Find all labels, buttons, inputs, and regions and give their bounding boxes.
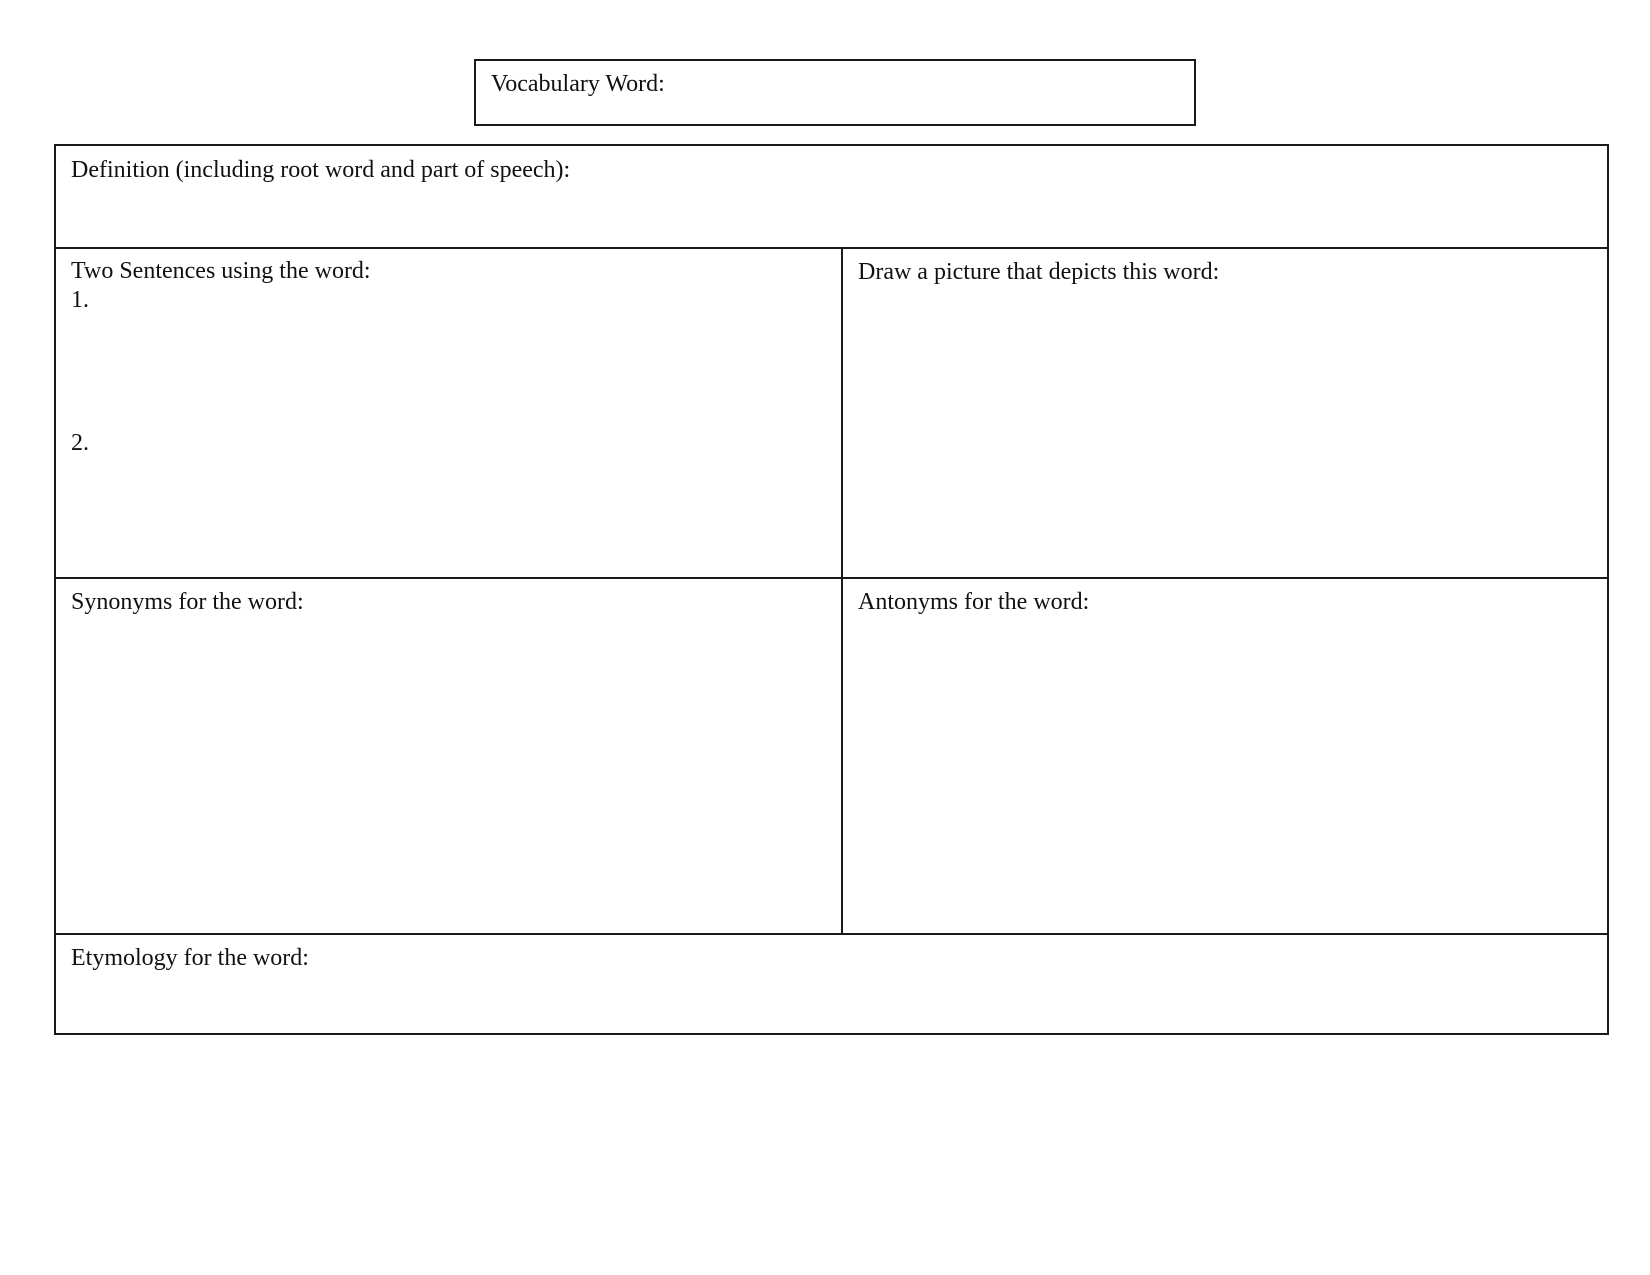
synonyms-cell[interactable] bbox=[56, 579, 841, 933]
worksheet-grid bbox=[54, 144, 1609, 1035]
sentences-cell[interactable] bbox=[56, 249, 841, 577]
definition-label: Definition (including root word and part of speech): bbox=[71, 157, 571, 183]
antonyms-cell[interactable] bbox=[843, 579, 1607, 933]
definition-cell[interactable] bbox=[56, 146, 1607, 247]
etymology-label: Etymology for the word: bbox=[71, 945, 309, 971]
sentence-number-1: 1. bbox=[71, 287, 89, 313]
picture-cell[interactable] bbox=[843, 249, 1607, 577]
vocabulary-word-box[interactable] bbox=[474, 59, 1196, 126]
etymology-cell[interactable] bbox=[56, 935, 1607, 1033]
vocabulary-word-label: Vocabulary Word: bbox=[491, 71, 665, 97]
sentence-number-2: 2. bbox=[71, 430, 89, 456]
synonyms-label: Synonyms for the word: bbox=[71, 589, 304, 615]
picture-label: Draw a picture that depicts this word: bbox=[858, 259, 1220, 285]
sentences-label: Two Sentences using the word: bbox=[71, 258, 371, 284]
antonyms-label: Antonyms for the word: bbox=[858, 589, 1090, 615]
